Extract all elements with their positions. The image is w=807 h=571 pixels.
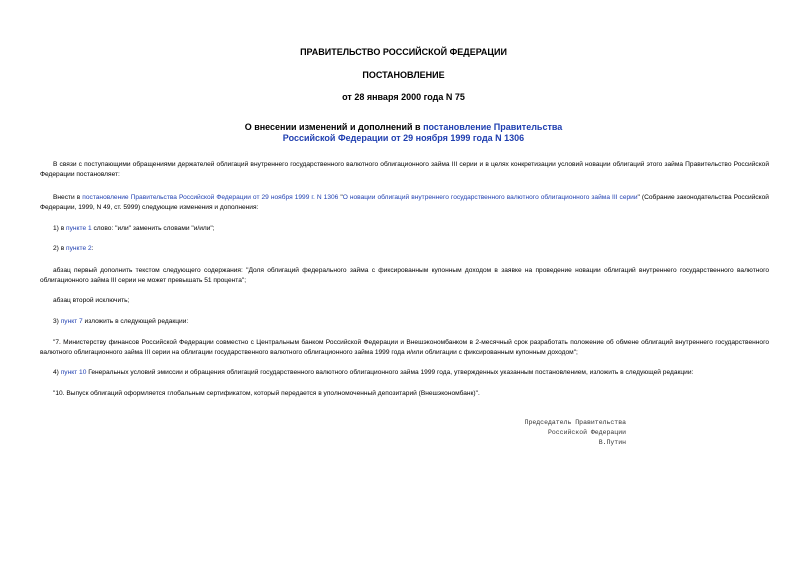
title-link-line2[interactable]: Российской Федерации от 29 ноября 1999 года N 1306 — [282, 133, 525, 143]
p3-text-b: слово: "или" заменить словами "и/или"; — [91, 225, 215, 232]
paragraph-preamble: В связи с поступающими обращениями держателей облигаций внутреннего государственного валютного облигационного займа III серии и в целях конкретизации условий новации облигаций этого займа Правительство Российской Федерации постановляет: — [40, 161, 769, 178]
resolution-1306-link[interactable]: постановление Правительства Российской Федерации от 29 ноября 1999 г. N 1306 — [82, 194, 339, 201]
paragraph-item-3 — [40, 317, 769, 327]
p2-text-c: " (Собрание законодательства Российской Федерации, 1999, N 49, ст. 5999) следующие изменения и дополнения: — [40, 194, 769, 211]
clause-1-link[interactable]: пункте 1 — [66, 225, 92, 232]
novation-title-link[interactable]: О новации облигаций внутреннего государственного валютного облигационного займа III серии — [342, 194, 638, 201]
p7-text-b: изложить в следующей редакции: — [82, 318, 189, 325]
p2-text-b: " — [338, 194, 343, 201]
clause-7-link[interactable]: пункт 7 — [60, 318, 83, 325]
paragraph-item-1 — [40, 224, 769, 234]
date-number-heading: от 28 января 2000 года N 75 — [342, 92, 465, 102]
paragraph-clause-10-text: "10. Выпуск облигаций оформляется глобальным сертификатом, который передается в уполномоченный депозитарий (Внешэкономбанк)". — [53, 390, 480, 397]
signature-org: Российской Федерации — [547, 429, 626, 436]
paragraph-clause-7-text: "7. Министерству финансов Российской Федерации совместно с Центральным банком Российской Федерации и Внешэкономбанком в 2-месячный срок разработать положение об обмене облигаций внутреннего государственного валютного облигационного займа III серии на облигации государственного валютного облигационного займа 1999 года и/или облигации с фиксированным купонным доходом"; — [40, 339, 769, 356]
clause-10-link[interactable]: пункт 10 — [60, 369, 87, 376]
p3-text-a: 1) в — [53, 225, 67, 232]
p4-text-a: 2) в — [53, 245, 67, 252]
p2-text-a: Внести в — [53, 194, 83, 201]
p9-text-b: Генеральных условий эмиссии и обращения облигаций государственного валютного облигационного займа 1999 года, утвержденных указанным постановлением, изложить в следующей редакции: — [86, 369, 694, 376]
p7-text-a: 3) — [53, 318, 61, 325]
signature-title: Председатель Правительства — [524, 419, 626, 426]
p4-text-b: : — [91, 245, 94, 252]
document-title — [0, 122, 807, 144]
title-link-line1[interactable]: постановление Правительства — [423, 122, 563, 132]
paragraph-first-addition: абзац первый дополнить текстом следующего содержания: "Доля облигаций федерального займа с фиксированным купонным доходом в заявке на проведение новации облигаций внутреннего государственного валютного облигационного займа III серии не может превышать 51 процента"; — [40, 267, 769, 284]
paragraph-amend-intro — [40, 193, 769, 213]
clause-2-link[interactable]: пункте 2 — [66, 245, 92, 252]
title-prefix: О внесении изменений и дополнений в — [244, 122, 424, 132]
signature-name: В.Путин — [598, 439, 626, 446]
paragraph-second-removed: абзац второй исключить; — [53, 297, 130, 304]
document-type-heading: ПОСТАНОВЛЕНИЕ — [362, 70, 445, 80]
p9-text-a: 4) — [53, 369, 61, 376]
government-heading: ПРАВИТЕЛЬСТВО РОССИЙСКОЙ ФЕДЕРАЦИИ — [300, 47, 507, 57]
paragraph-item-2 — [40, 244, 769, 254]
paragraph-item-4 — [40, 368, 769, 378]
signature-block — [516, 418, 626, 448]
